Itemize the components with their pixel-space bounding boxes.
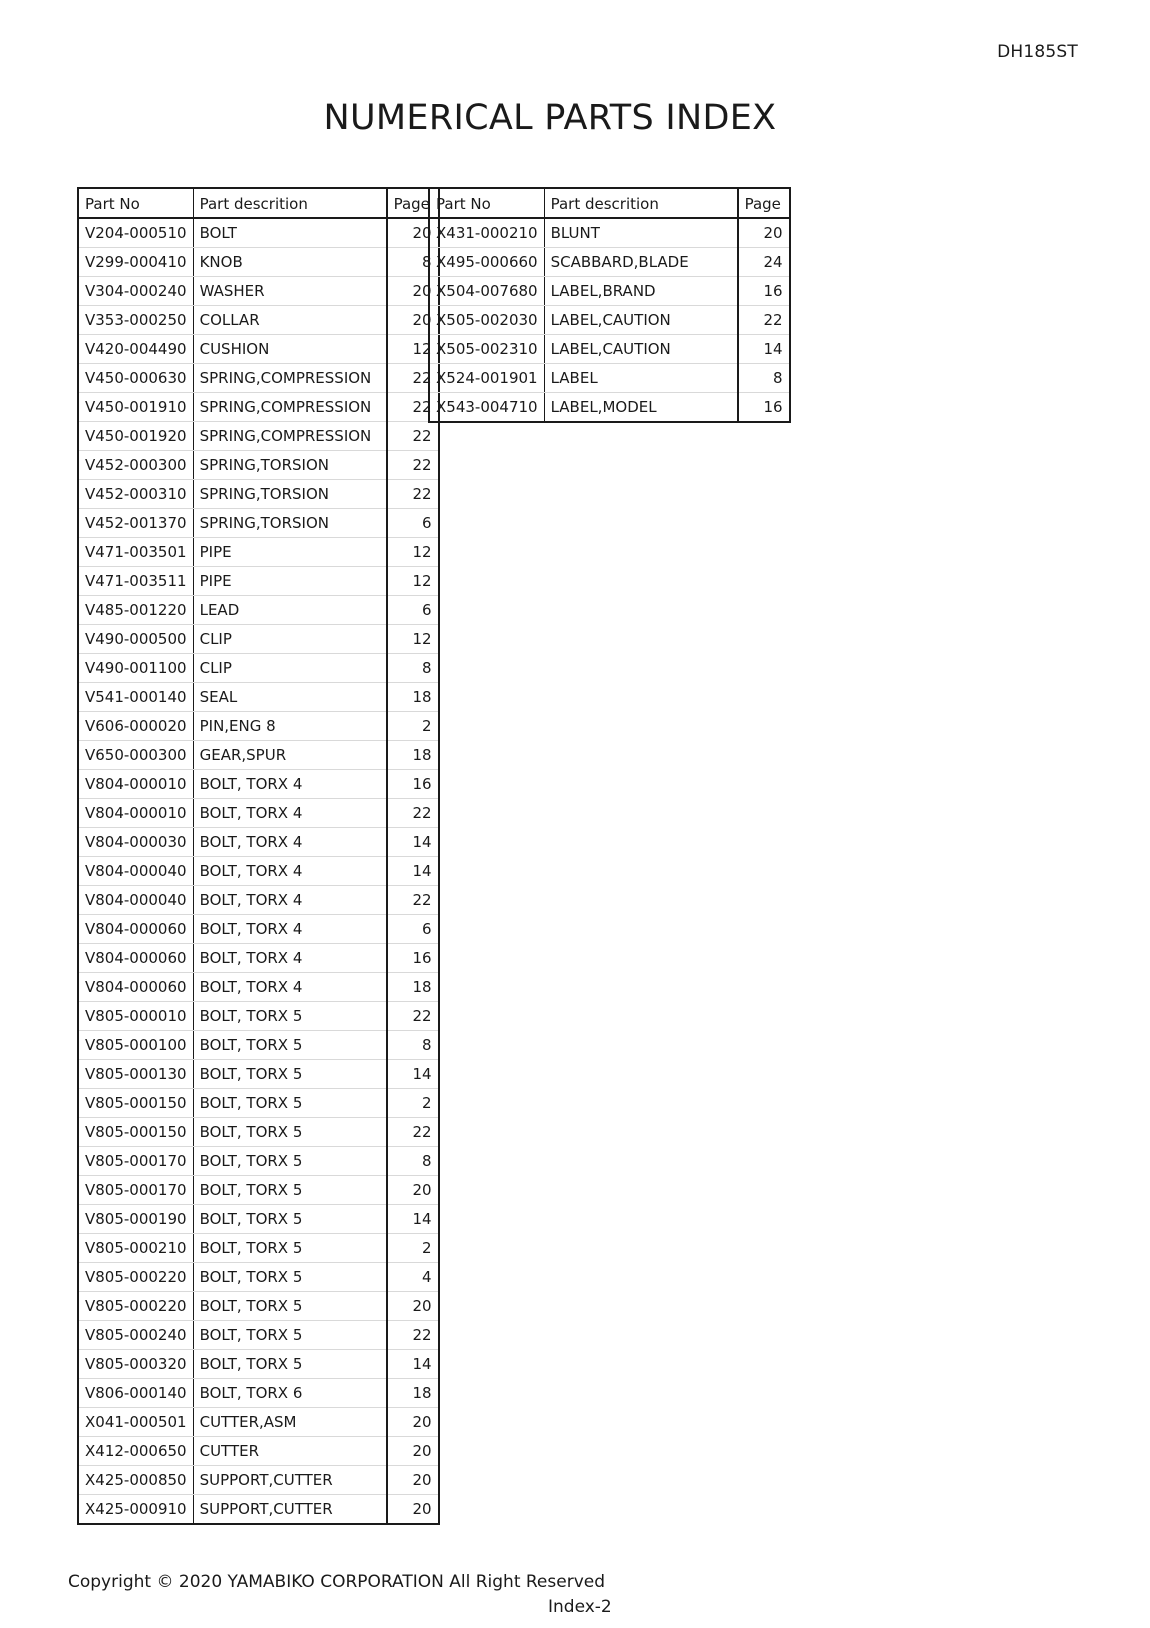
part-desc-cell: BOLT, TORX 5 (193, 1205, 387, 1234)
part-no-cell: V805-000130 (78, 1060, 193, 1089)
part-no-cell: V805-000190 (78, 1205, 193, 1234)
page-cell: 20 (387, 1176, 439, 1205)
part-no-cell: V805-000240 (78, 1321, 193, 1350)
page-cell: 12 (387, 538, 439, 567)
page-cell: 8 (387, 1147, 439, 1176)
page-cell: 22 (387, 480, 439, 509)
page-cell: 22 (738, 306, 790, 335)
table-row (78, 277, 439, 306)
part-no-cell: V450-001920 (78, 422, 193, 451)
part-no-cell: X495-000660 (429, 248, 544, 277)
page-cell: 16 (738, 277, 790, 306)
page-cell: 8 (738, 364, 790, 393)
part-desc-cell: BOLT, TORX 4 (193, 799, 387, 828)
table-row (429, 277, 790, 306)
part-no-cell: V805-000210 (78, 1234, 193, 1263)
table-row (78, 335, 439, 364)
table-row (78, 1089, 439, 1118)
page-cell: 20 (387, 218, 439, 248)
part-desc-cell: SEAL (193, 683, 387, 712)
model-code: DH185ST (997, 42, 1078, 62)
page-cell: 14 (387, 1060, 439, 1089)
table-row (78, 1350, 439, 1379)
table-row (78, 770, 439, 799)
part-desc-cell: BOLT, TORX 5 (193, 1118, 387, 1147)
page-cell: 22 (387, 1002, 439, 1031)
part-desc-cell: SUPPORT,CUTTER (193, 1466, 387, 1495)
table-row (78, 1292, 439, 1321)
part-no-cell: V804-000010 (78, 799, 193, 828)
table-row (78, 509, 439, 538)
table-row (78, 393, 439, 422)
page-cell: 6 (387, 915, 439, 944)
part-desc-cell: SPRING,COMPRESSION (193, 422, 387, 451)
page-cell: 22 (387, 393, 439, 422)
page-cell: 22 (387, 886, 439, 915)
part-no-cell: X505-002310 (429, 335, 544, 364)
part-no-cell: V485-001220 (78, 596, 193, 625)
table-row (78, 741, 439, 770)
page-cell: 14 (387, 857, 439, 886)
page-cell: 20 (387, 306, 439, 335)
table-row (78, 1234, 439, 1263)
page-cell: 22 (387, 799, 439, 828)
part-no-cell: V805-000170 (78, 1147, 193, 1176)
part-desc-cell: BOLT, TORX 5 (193, 1350, 387, 1379)
part-desc-cell: BOLT, TORX 4 (193, 770, 387, 799)
part-no-cell: X412-000650 (78, 1437, 193, 1466)
page-cell: 2 (387, 1234, 439, 1263)
part-desc-cell: LABEL,CAUTION (544, 306, 738, 335)
part-no-cell: V805-000010 (78, 1002, 193, 1031)
part-desc-cell: KNOB (193, 248, 387, 277)
part-no-cell: X543-004710 (429, 393, 544, 423)
table-row (78, 567, 439, 596)
part-desc-cell: LABEL,BRAND (544, 277, 738, 306)
part-desc-cell: BLUNT (544, 218, 738, 248)
table-row (78, 1118, 439, 1147)
page-title: NUMERICAL PARTS INDEX (323, 98, 777, 138)
table-row (78, 306, 439, 335)
table-row (429, 306, 790, 335)
part-desc-cell: WASHER (193, 277, 387, 306)
table-row (78, 1031, 439, 1060)
part-no-cell: V452-001370 (78, 509, 193, 538)
part-desc-cell: BOLT, TORX 4 (193, 828, 387, 857)
table-row (429, 218, 790, 248)
page-cell: 20 (387, 1292, 439, 1321)
col-part-desc-header: Part descrition (193, 188, 387, 218)
part-desc-cell: PIPE (193, 567, 387, 596)
table-row (78, 1060, 439, 1089)
col-page-header: Page (387, 188, 439, 218)
page-cell: 18 (387, 741, 439, 770)
part-no-cell: V471-003511 (78, 567, 193, 596)
part-no-cell: V804-000060 (78, 944, 193, 973)
part-no-cell: V805-000150 (78, 1089, 193, 1118)
part-no-cell: V204-000510 (78, 218, 193, 248)
page-cell: 6 (387, 596, 439, 625)
part-desc-cell: BOLT, TORX 4 (193, 973, 387, 1002)
part-desc-cell: BOLT (193, 218, 387, 248)
page-cell: 8 (387, 1031, 439, 1060)
part-no-cell: V805-000100 (78, 1031, 193, 1060)
table-header-row (78, 188, 439, 218)
page-cell: 18 (387, 973, 439, 1002)
part-desc-cell: SPRING,TORSION (193, 509, 387, 538)
table-row (78, 1002, 439, 1031)
page-number: Index-2 (548, 1597, 612, 1617)
table-row (78, 248, 439, 277)
part-desc-cell: LABEL,MODEL (544, 393, 738, 423)
table-row (78, 1263, 439, 1292)
table-header-row (429, 188, 790, 218)
part-desc-cell: SPRING,TORSION (193, 451, 387, 480)
part-no-cell: X431-000210 (429, 218, 544, 248)
part-no-cell: X505-002030 (429, 306, 544, 335)
table-row (78, 538, 439, 567)
page-cell: 14 (387, 1350, 439, 1379)
part-desc-cell: BOLT, TORX 4 (193, 915, 387, 944)
part-desc-cell: CLIP (193, 625, 387, 654)
table-row (78, 654, 439, 683)
part-no-cell: V806-000140 (78, 1379, 193, 1408)
page-cell: 22 (387, 422, 439, 451)
part-desc-cell: BOLT, TORX 5 (193, 1176, 387, 1205)
table-row (429, 248, 790, 277)
page-cell: 20 (412, 1500, 432, 1518)
part-desc-cell: LABEL (544, 364, 738, 393)
table-row (78, 480, 439, 509)
table-row (78, 683, 439, 712)
part-no-cell: V805-000220 (78, 1292, 193, 1321)
page-cell: 6 (387, 509, 439, 538)
part-desc-cell: GEAR,SPUR (193, 741, 387, 770)
page-cell: 20 (387, 1437, 439, 1466)
table-row (78, 1437, 439, 1466)
part-desc-cell: BOLT, TORX 4 (193, 857, 387, 886)
part-no-cell: V299-000410 (78, 248, 193, 277)
part-no-cell: V452-000310 (78, 480, 193, 509)
part-no-cell: V353-000250 (78, 306, 193, 335)
page-cell: 8 (387, 248, 439, 277)
part-no-cell: V804-000040 (78, 857, 193, 886)
page-cell: 4 (387, 1263, 439, 1292)
part-desc-cell: CLIP (193, 654, 387, 683)
table-row (78, 364, 439, 393)
part-no-cell: V490-001100 (78, 654, 193, 683)
page-cell: 12 (387, 625, 439, 654)
part-desc-cell: BOLT, TORX 5 (193, 1031, 387, 1060)
part-no-cell: V805-000150 (78, 1118, 193, 1147)
part-no-cell: X425-000850 (78, 1466, 193, 1495)
table-row (78, 1205, 439, 1234)
table-row (78, 973, 439, 1002)
table-row (78, 799, 439, 828)
table-row (78, 1321, 439, 1350)
part-desc-cell: SCABBARD,BLADE (544, 248, 738, 277)
part-no-cell: V606-000020 (78, 712, 193, 741)
table-row (78, 1147, 439, 1176)
part-desc-cell: LEAD (193, 596, 387, 625)
part-no-cell: V805-000320 (78, 1350, 193, 1379)
part-desc-cell: BOLT, TORX 4 (193, 944, 387, 973)
page-cell: 18 (387, 1379, 439, 1408)
table-row (78, 1176, 439, 1205)
part-desc-cell: SUPPORT,CUTTER (193, 1495, 387, 1525)
part-desc-cell: CUTTER (193, 1437, 387, 1466)
part-no-cell: V450-001910 (78, 393, 193, 422)
part-desc-cell: CUTTER,ASM (193, 1408, 387, 1437)
parts-table-right (428, 187, 791, 423)
part-desc-cell: BOLT, TORX 5 (193, 1060, 387, 1089)
page-cell: 20 (387, 1466, 439, 1495)
page-cell: 16 (387, 944, 439, 973)
table-row (78, 828, 439, 857)
part-desc-cell: PIPE (193, 538, 387, 567)
part-no-cell: X524-001901 (429, 364, 544, 393)
page-cell: 20 (387, 1408, 439, 1437)
page-cell: 18 (387, 683, 439, 712)
page-cell: 8 (387, 654, 439, 683)
page-cell: 20 (387, 277, 439, 306)
table-row (78, 944, 439, 973)
part-desc-cell: BOLT, TORX 6 (193, 1379, 387, 1408)
part-no-cell: X504-007680 (429, 277, 544, 306)
page-cell: 24 (738, 248, 790, 277)
col-part-desc-header: Part descrition (544, 188, 738, 218)
part-no-cell: V650-000300 (78, 741, 193, 770)
part-desc-cell: SPRING,COMPRESSION (193, 364, 387, 393)
page-cell: 2 (387, 712, 439, 741)
part-no-cell: V804-000040 (78, 886, 193, 915)
part-no-cell: V471-003501 (78, 538, 193, 567)
part-no-cell: X041-000501 (78, 1408, 193, 1437)
part-desc-cell: SPRING,TORSION (193, 480, 387, 509)
part-desc-cell: LABEL,CAUTION (544, 335, 738, 364)
part-no-cell: V805-000220 (78, 1263, 193, 1292)
page-cell: 20 (738, 218, 790, 248)
part-no-cell: V804-000060 (78, 973, 193, 1002)
col-page-header: Page (738, 188, 790, 218)
part-desc-cell: BOLT, TORX 5 (193, 1147, 387, 1176)
table-row (429, 364, 790, 393)
part-no-cell: V804-000010 (78, 770, 193, 799)
part-desc-cell: BOLT, TORX 5 (193, 1002, 387, 1031)
page-cell: 22 (387, 1321, 439, 1350)
table-row (429, 393, 790, 423)
page-cell: 16 (763, 398, 783, 416)
table-row (78, 857, 439, 886)
parts-table-left (77, 187, 440, 1525)
table-row (78, 596, 439, 625)
table-row (78, 712, 439, 741)
table-row (78, 218, 439, 248)
part-no-cell: V804-000060 (78, 915, 193, 944)
page-cell: 22 (387, 451, 439, 480)
table-row (78, 625, 439, 654)
page-cell: 12 (387, 567, 439, 596)
part-no-cell: V805-000170 (78, 1176, 193, 1205)
table-row (78, 1379, 439, 1408)
part-no-cell: V541-000140 (78, 683, 193, 712)
page-cell: 16 (387, 770, 439, 799)
copyright-notice: Copyright © 2020 YAMABIKO CORPORATION All Right Reserved (68, 1572, 606, 1592)
part-no-cell: V420-004490 (78, 335, 193, 364)
part-desc-cell: BOLT, TORX 5 (193, 1089, 387, 1118)
part-desc-cell: BOLT, TORX 5 (193, 1234, 387, 1263)
page-cell: 22 (387, 364, 439, 393)
table-row (429, 335, 790, 364)
part-desc-cell: PIN,ENG 8 (193, 712, 387, 741)
part-desc-cell: SPRING,COMPRESSION (193, 393, 387, 422)
page-cell: 2 (387, 1089, 439, 1118)
part-no-cell: V490-000500 (78, 625, 193, 654)
part-desc-cell: CUSHION (193, 335, 387, 364)
table-row (78, 886, 439, 915)
table-row (78, 451, 439, 480)
part-desc-cell: BOLT, TORX 5 (193, 1263, 387, 1292)
part-desc-cell: BOLT, TORX 4 (193, 886, 387, 915)
part-no-cell: V304-000240 (78, 277, 193, 306)
part-desc-cell: COLLAR (193, 306, 387, 335)
part-no-cell: V804-000030 (78, 828, 193, 857)
page-cell: 14 (387, 828, 439, 857)
table-row (78, 1495, 439, 1525)
col-part-no-header: Part No (78, 188, 193, 218)
page-cell: 12 (387, 335, 439, 364)
table-row (78, 422, 439, 451)
table-row (78, 915, 439, 944)
part-no-cell: V450-000630 (78, 364, 193, 393)
part-desc-cell: BOLT, TORX 5 (193, 1292, 387, 1321)
part-no-cell: X425-000910 (78, 1495, 193, 1525)
col-part-no-header: Part No (429, 188, 544, 218)
page-cell: 14 (738, 335, 790, 364)
page-cell: 14 (387, 1205, 439, 1234)
part-desc-cell: BOLT, TORX 5 (193, 1321, 387, 1350)
table-row (78, 1408, 439, 1437)
page-cell: 22 (387, 1118, 439, 1147)
part-no-cell: V452-000300 (78, 451, 193, 480)
table-row (78, 1466, 439, 1495)
